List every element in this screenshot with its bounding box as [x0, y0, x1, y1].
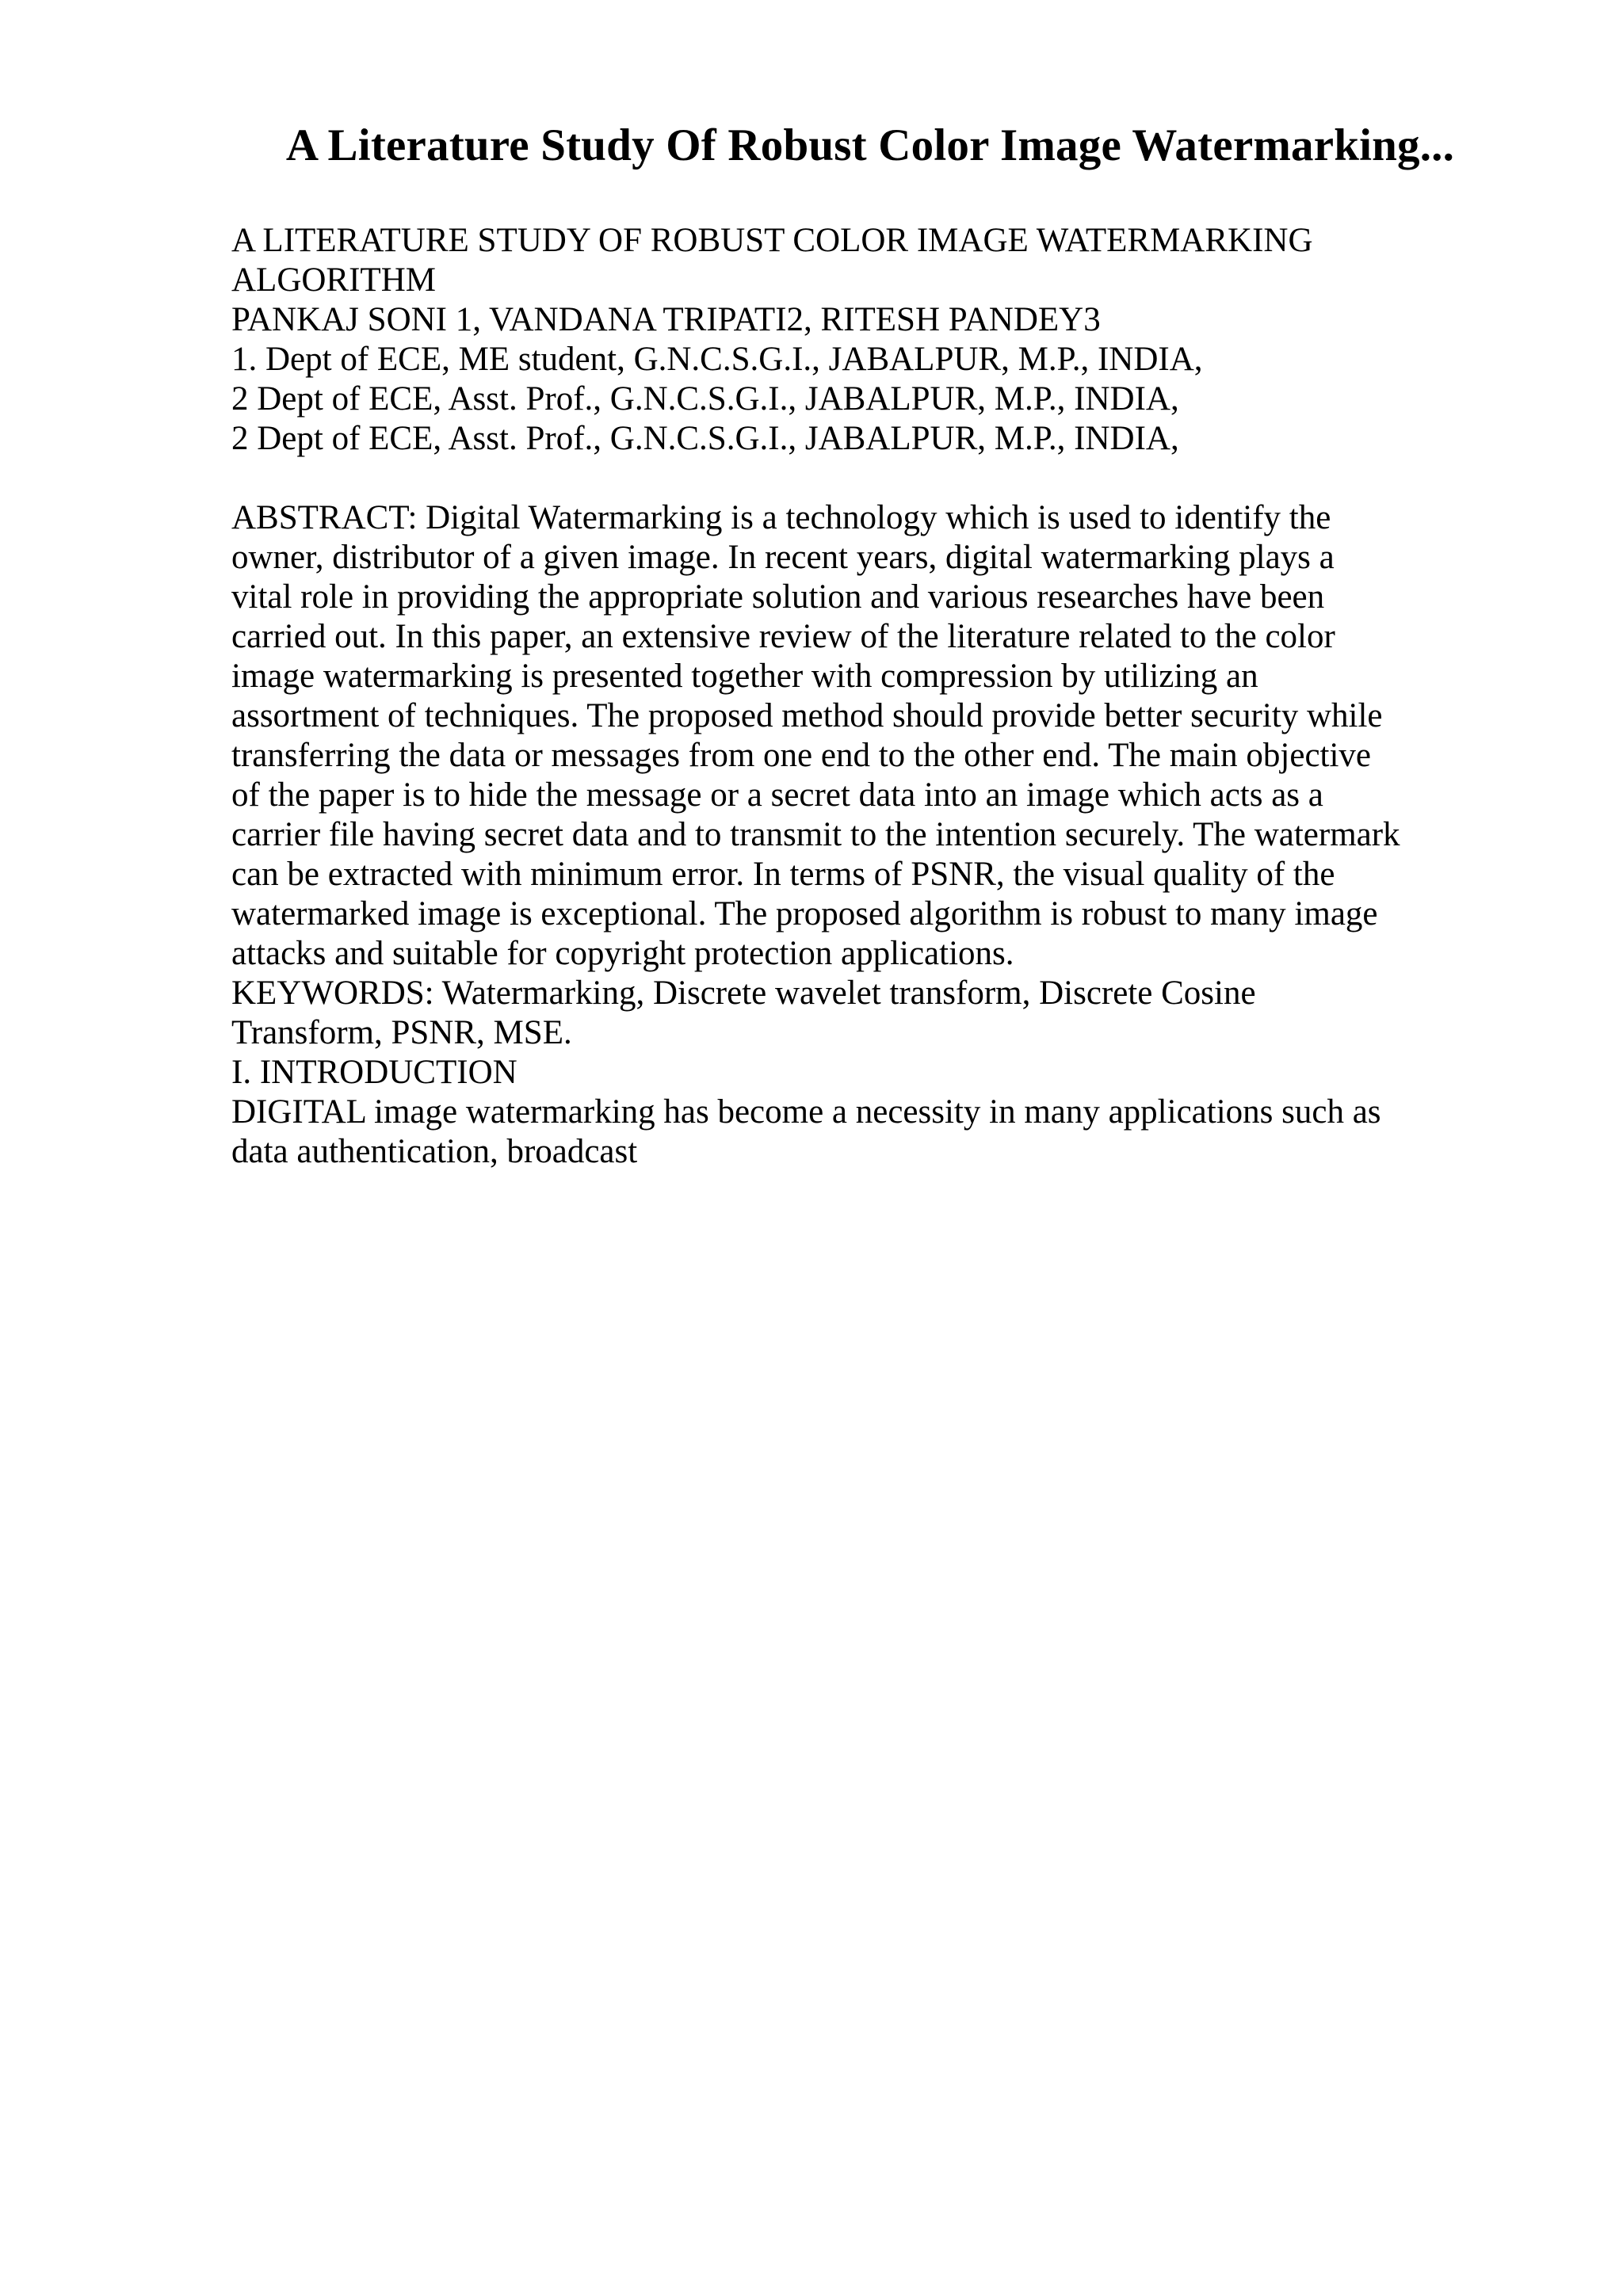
keywords-section	[231, 974, 1509, 1053]
affiliation-2: 2 Dept of ECE, Asst. Prof., G.N.C.S.G.I., JABALPUR, M.P., INDIA,	[231, 380, 1179, 418]
affiliation-1: 1. Dept of ECE, ME student, G.N.C.S.G.I., JABALPUR, M.P., INDIA,	[231, 341, 1203, 379]
keywords-line: Transform, PSNR, MSE.	[231, 1014, 572, 1052]
affiliation-3: 2 Dept of ECE, Asst. Prof., G.N.C.S.G.I., JABALPUR, M.P., INDIA,	[231, 420, 1179, 458]
abstract-line: transferring the data or messages from one end to the other end. The main objective	[231, 737, 1372, 775]
page-title: A Literature Study Of Robust Color Image Watermarking...	[285, 120, 1455, 170]
abstract-line: of the paper is to hide the message or a secret data into an image which acts as a	[231, 776, 1323, 814]
paper-title-line-2: ALGORITHM	[231, 261, 436, 299]
abstract-line: carried out. In this paper, an extensive review of the literature related to the color	[231, 618, 1335, 656]
abstract-line: can be extracted with minimum error. In terms of PSNR, the visual quality of the	[231, 856, 1335, 894]
section-gap	[231, 459, 1509, 498]
document-body	[231, 119, 1509, 1172]
author-affiliation-block	[231, 221, 1509, 459]
abstract-line: carrier file having secret data and to transmit to the intention securely. The watermark	[231, 816, 1400, 854]
author-list: PANKAJ SONI 1, VANDANA TRIPATI2, RITESH PANDEY3	[231, 301, 1101, 339]
abstract-line: attacks and suitable for copyright protection applications.	[231, 935, 1014, 973]
introduction-line: data authentication, broadcast	[231, 1133, 638, 1171]
introduction-section	[231, 1053, 1509, 1172]
abstract-line: ABSTRACT: Digital Watermarking is a technology which is used to identify the	[231, 499, 1331, 537]
abstract-line: vital role in providing the appropriate solution and various researches have been	[231, 578, 1325, 616]
abstract-section	[231, 498, 1509, 974]
introduction-line: DIGITAL image watermarking has become a necessity in many applications such as	[231, 1093, 1381, 1131]
abstract-line: image watermarking is presented together with compression by utilizing an	[231, 658, 1258, 696]
abstract-line: owner, distributor of a given image. In recent years, digital watermarking plays a	[231, 539, 1335, 577]
introduction-heading: I. INTRODUCTION	[231, 1054, 517, 1092]
abstract-line: assortment of techniques. The proposed method should provide better security while	[231, 697, 1383, 735]
keywords-line: KEYWORDS: Watermarking, Discrete wavelet transform, Discrete Cosine	[231, 974, 1256, 1013]
paper-title-line-1: A LITERATURE STUDY OF ROBUST COLOR IMAGE WATERMARKING	[231, 222, 1313, 260]
abstract-line: watermarked image is exceptional. The proposed algorithm is robust to many image	[231, 895, 1378, 933]
